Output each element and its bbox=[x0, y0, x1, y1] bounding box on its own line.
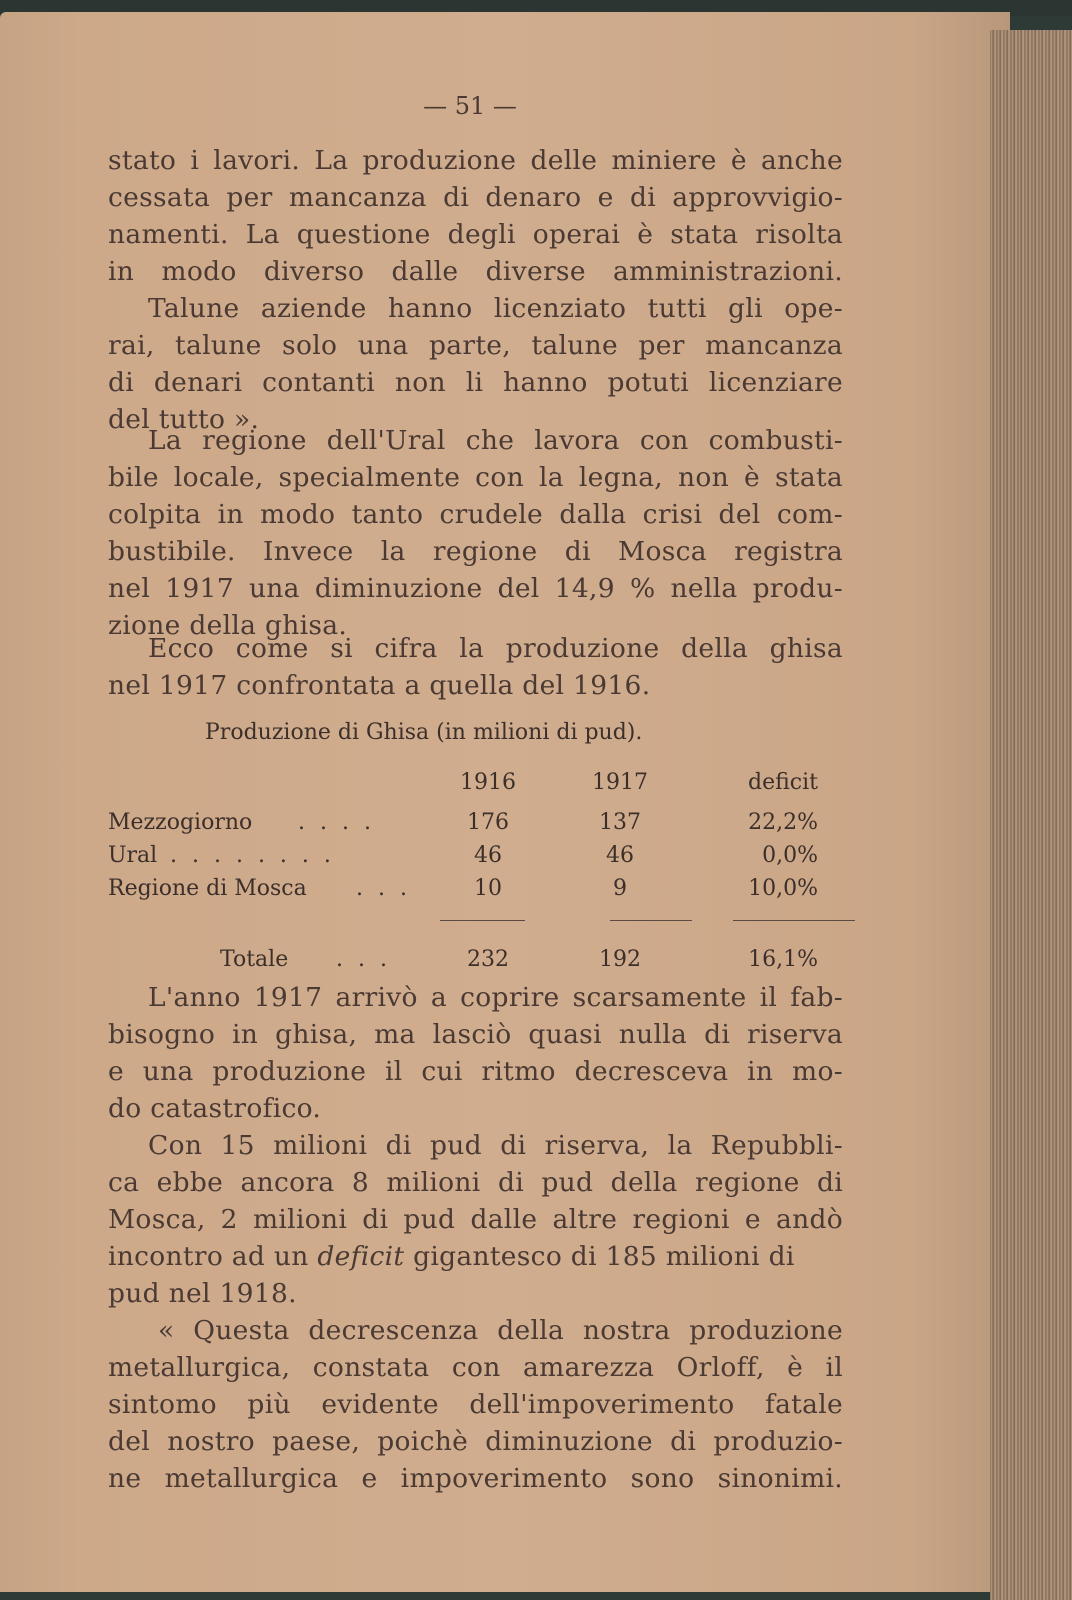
text-line: L'anno 1917 arrivò a coprire scarsamente il fab- bbox=[148, 982, 843, 1013]
text-line: ca ebbe ancora 8 milioni di pud della regione di bbox=[108, 1167, 843, 1198]
text-line: colpita in modo tanto crudele dalla crisi del com- bbox=[108, 499, 843, 530]
leader-dots: . . . . . . . . bbox=[170, 843, 335, 868]
text-line: del tutto ». bbox=[108, 404, 260, 435]
text-line bbox=[108, 1241, 795, 1272]
text-line: in modo diverso dalle diverse amministrazioni. bbox=[108, 256, 843, 287]
cell-deficit: 0,0% bbox=[762, 843, 818, 868]
text-line: bustibile. Invece la regione di Mosca registra bbox=[108, 536, 843, 567]
text-line: Talune aziende hanno licenziato tutti gli ope- bbox=[148, 293, 843, 324]
cell-deficit: 22,2% bbox=[748, 810, 818, 835]
text-fragment: gigantesco di 185 milioni di bbox=[404, 1241, 795, 1272]
text-line: ne metallurgica e impoverimento sono sinonimi. bbox=[108, 1463, 843, 1494]
cell-1917: 9 bbox=[613, 876, 627, 901]
text-line: cessata per mancanza di denaro e di approvvigio- bbox=[108, 182, 843, 213]
text-line: namenti. La questione degli operai è stata risolta bbox=[108, 219, 843, 250]
total-rule bbox=[733, 920, 855, 921]
text-line: del nostro paese, poichè diminuzione di produzio- bbox=[108, 1426, 843, 1457]
text-line: stato i lavori. La produzione delle miniere è anche bbox=[108, 145, 843, 176]
row-label: Regione di Mosca bbox=[108, 876, 307, 901]
text-line: e una produzione il cui ritmo decresceva in mo- bbox=[108, 1056, 843, 1087]
cell-1917: 137 bbox=[599, 810, 641, 835]
italic-word: deficit bbox=[317, 1241, 405, 1272]
total-rule bbox=[610, 920, 692, 921]
page-number: — 51 — bbox=[423, 92, 517, 120]
text-line: metallurgica, constata con amarezza Orloff, è il bbox=[108, 1352, 843, 1383]
text-line: di denari contanti non li hanno potuti licenziare bbox=[108, 367, 843, 398]
header-1916: 1916 bbox=[460, 770, 516, 795]
text-line: zione della ghisa. bbox=[108, 610, 348, 641]
text-line: Mosca, 2 milioni di pud dalle altre regioni e andò bbox=[108, 1204, 843, 1235]
header-1917: 1917 bbox=[592, 770, 648, 795]
text-line: bisogno in ghisa, ma lasciò quasi nulla di riserva bbox=[108, 1019, 843, 1050]
total-1917: 192 bbox=[599, 947, 641, 972]
text-line: nel 1917 una diminuzione del 14,9 % nella produ- bbox=[108, 573, 843, 604]
total-deficit: 16,1% bbox=[748, 947, 818, 972]
total-label: Totale bbox=[220, 947, 289, 972]
text-line: La regione dell'Ural che lavora con combusti- bbox=[148, 425, 843, 456]
cell-1917: 46 bbox=[606, 843, 634, 868]
leader-dots: . . . bbox=[336, 947, 391, 972]
text-line: bile locale, specialmente con la legna, non è stata bbox=[108, 462, 843, 493]
text-line: pud nel 1918. bbox=[108, 1278, 297, 1309]
total-1916: 232 bbox=[467, 947, 509, 972]
text-line: Ecco come si cifra la produzione della ghisa bbox=[148, 633, 843, 664]
row-label: Mezzogiorno bbox=[108, 810, 253, 835]
cell-1916: 46 bbox=[474, 843, 502, 868]
page-stack-edge bbox=[990, 30, 1072, 1600]
text-line: sintomo più evidente dell'impoverimento fatale bbox=[108, 1389, 843, 1420]
table-title: Produzione di Ghisa (in milioni di pud). bbox=[205, 720, 643, 745]
cell-deficit: 10,0% bbox=[748, 876, 818, 901]
text-fragment: incontro ad un bbox=[108, 1241, 318, 1272]
text-line: rai, talune solo una parte, talune per mancanza bbox=[108, 330, 843, 361]
row-label: Ural bbox=[108, 843, 158, 868]
total-rule bbox=[440, 920, 525, 921]
header-deficit: deficit bbox=[748, 770, 818, 795]
leader-dots: . . . bbox=[356, 876, 411, 901]
text-line: Con 15 milioni di pud di riserva, la Repubbli- bbox=[148, 1130, 843, 1161]
text-line: do catastrofico. bbox=[108, 1093, 322, 1124]
text-line: nel 1917 confrontata a quella del 1916. bbox=[108, 670, 651, 701]
text-line: « Questa decrescenza della nostra produzione bbox=[158, 1315, 843, 1346]
cell-1916: 176 bbox=[467, 810, 509, 835]
leader-dots: . . . . bbox=[298, 810, 375, 835]
cell-1916: 10 bbox=[474, 876, 502, 901]
